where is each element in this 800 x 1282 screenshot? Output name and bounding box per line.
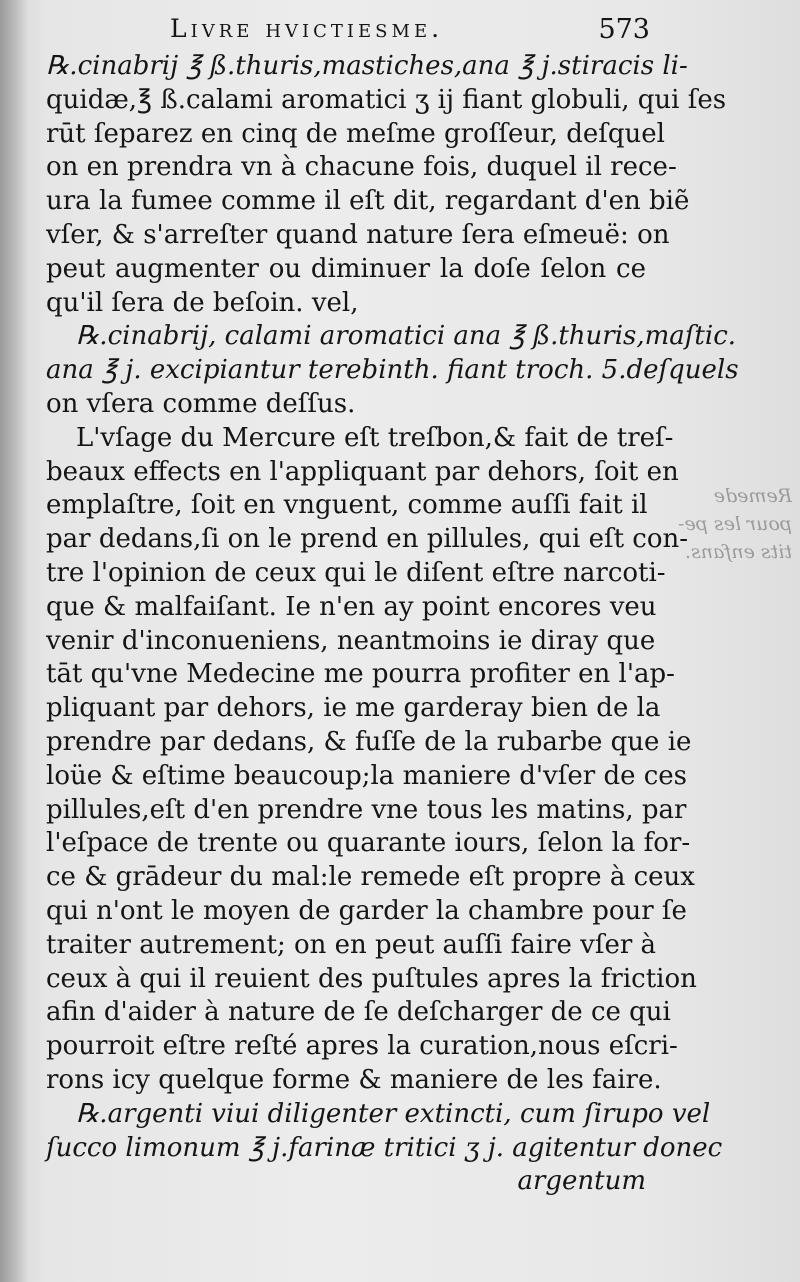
text-line: pillules,eſt d'en prendre vne tous les matins, par (46, 794, 687, 825)
bleed-line: pour les pe- (678, 513, 792, 535)
text-line: on en prendra vn à chacune fois, duquel il rece- (46, 152, 677, 183)
text-line: tāt qu'vne Medecine me pourra profiter en l'ap- (46, 659, 675, 690)
text-line: qui n'ont le moyen de garder la chambre pour ſe (46, 895, 687, 926)
running-title: Livre hvictiesme. (170, 14, 444, 43)
text-line: vſer, & s'arreſter quand nature ſera eſmeuë: on (46, 219, 670, 250)
text-line: par dedans,ſi on le prend en pillules, qui eſt con- (46, 524, 689, 555)
text-line: quidæ,℥ ß.calami aromatici ʒ ij fiant globuli, qui ſes (46, 84, 727, 115)
text-line: ſucco limonum ℥ j.farinæ tritici ʒ j. agitentur donec (46, 1132, 723, 1163)
text-line: ℞.cinabrij, calami aromatici ana ℥ ß.thuris,maſtic. (76, 321, 737, 352)
text-line: loüe & eſtime beaucoup;la maniere d'vſer de ces (46, 760, 688, 791)
text-line: L'vſage du Mercure eſt treſbon,& fait de treſ- (76, 422, 674, 453)
catchword: argentum (517, 1166, 646, 1197)
text-line: ce & grādeur du mal:le remede eſt propre à ceux (46, 862, 695, 893)
text-line: l'eſpace de trente ou quarante iours, ſelon la for- (46, 828, 691, 859)
text-line: rons icy quelque forme & maniere de les faire. (46, 1064, 662, 1095)
text-line: emplaſtre, ſoit en vnguent, comme auſſi fait il (46, 490, 648, 521)
text-line: ℞.argenti viui diligenter extincti, cum ſirupo vel (76, 1098, 711, 1129)
text-line: ceux à qui il reuient des puſtules apres la friction (46, 963, 697, 994)
text-line: venir d'inconueniens, neantmoins ie diray que (46, 625, 656, 656)
text-line: afin d'aider à nature de ſe deſcharger de ce qui (46, 997, 671, 1028)
text-line: qu'il ſera de beſoin. vel, (46, 287, 359, 318)
gutter-shadow (0, 0, 28, 1282)
text-line: ura la fumee comme il eſt dit, regardant d'en biẽ (46, 186, 690, 217)
text-line: rūt ſeparez en cinq de meſme groſſeur, deſquel (46, 118, 665, 149)
text-line: pourroit eſtre reſté apres la curation,nous eſcri- (46, 1031, 678, 1062)
bleed-line: Remede (713, 485, 792, 507)
text-line: ana ℥ j. excipiantur terebinth. fiant troch. 5.deſquels (46, 355, 739, 386)
text-line: pliquant par dehors, ie me garderay bien de la (46, 693, 661, 724)
page-number: 573 (598, 14, 650, 45)
margin-note-bleed-through (652, 482, 792, 566)
text-line: on vſera comme deſſus. (46, 388, 356, 419)
text-line: beaux effects en l'appliquant par dehors, ſoit en (46, 456, 679, 487)
text-line: ℞.cinabrij ℥ ß.thuris,mastiches,ana ℥ j.stiracis li- (46, 51, 688, 81)
text-line: peut augmenter ou diminuer la doſe ſelon ce (46, 253, 646, 284)
running-header (170, 14, 650, 43)
text-line: que & malfaiſant. Ie n'en ay point encores veu (46, 591, 657, 622)
bleed-line: tits enfans. (684, 541, 792, 563)
text-line: prendre par dedans, & fuſſe de la rubarbe que ie (46, 726, 692, 757)
text-line: tre l'opinion de ceux qui le diſent eſtre narcoti- (46, 557, 666, 588)
text-line: traiter autrement; on en peut auſſi faire vſer à (46, 929, 657, 960)
